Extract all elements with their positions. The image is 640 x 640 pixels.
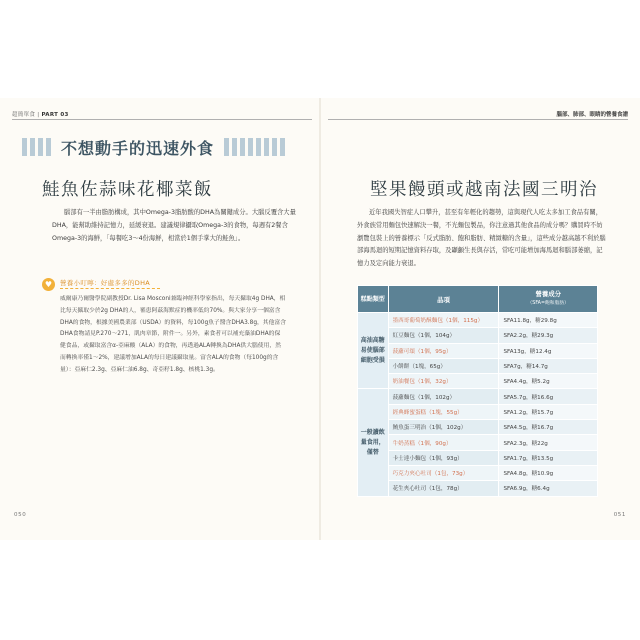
table-row: [358, 481, 598, 496]
table-row: [358, 465, 598, 480]
banner-bars-left: [22, 138, 51, 156]
header-nutrition-sub: （SFA=飽和脂肪）: [527, 301, 569, 306]
left-recipe-title: 鮭魚佐蒜味花椰菜飯: [42, 180, 213, 200]
value-cell: SFA4.4g，糖5.2g: [499, 374, 598, 389]
header-right: 腦部、肺部、眼睛的營養食譜: [556, 112, 628, 118]
table-row: [358, 374, 598, 389]
tip-divider: [60, 288, 160, 289]
header-nutrition: [499, 286, 598, 313]
header-part: PART 03: [41, 112, 69, 118]
header-category: 糕點類型: [358, 286, 389, 313]
item-cell: 墨西哥葡萄奶酥麵包（1個，115g）: [388, 313, 499, 328]
item-cell: 花生夾心吐司（1包，78g）: [388, 481, 499, 496]
table-row: [358, 420, 598, 435]
value-cell: SFA5.7g，糖16.6g: [499, 389, 598, 404]
section-banner: [22, 134, 285, 160]
table-row: [358, 404, 598, 419]
banner-bars-right: [224, 138, 285, 156]
value-cell: SFA4.8g，糖10.9g: [499, 465, 598, 480]
table-row: [358, 358, 598, 373]
header-item: 品項: [388, 286, 499, 313]
value-cell: SFA13g，糖12.4g: [499, 343, 598, 358]
header-rule-left: [12, 119, 312, 120]
banner-title: 不想動手的迅速外食: [61, 138, 215, 158]
item-cell: 巧克力夾心吐司（1包，73g）: [388, 465, 499, 480]
table-row: [358, 389, 598, 404]
tip-title: 營養小叮嚀：好處多多的DHA: [60, 279, 151, 287]
item-cell: 鮪魚蛋三明治（1個，102g）: [388, 420, 499, 435]
category-cell: 一般讀飲量食用，僅替: [358, 389, 389, 496]
value-cell: SFA1.2g，糖15.7g: [499, 404, 598, 419]
item-cell: 奶油餐包（1個，32g）: [388, 374, 499, 389]
table-row: [358, 343, 598, 358]
table-row: [358, 435, 598, 450]
category-cell: 高油高糖易使腦部細胞受損: [358, 313, 389, 389]
item-cell: 牛奶蒸糕（1個，90g）: [388, 435, 499, 450]
item-cell: 菠蘿可頌（1個，95g）: [388, 343, 499, 358]
right-paragraph: 近年我國失智症人口攀升，甚至有年輕化的趨勢，這與現代人吃太多加工食品有關，外食族常用麵包快速解決一餐，不光麵包製品，你注意過其他食品的成分嗎？購買時不妨瀏覽包裝上的營養標示「反式脂肪、飽和脂肪、精緻糖的含量」，這些成分越高越不利於腦部海馬迴的短期記憶資料存取，及顳顱生長與存活，常吃可能增加海馬迴和腦部萎縮，記憶力及定向能力衰退。: [357, 209, 606, 268]
table-row: [358, 328, 598, 343]
header-nutrition-label: 營養成分: [535, 290, 562, 298]
value-cell: SFA2.3g，糖22g: [499, 435, 598, 450]
page-number-left: 050: [14, 512, 27, 518]
item-cell: 小餅餅（1塊，65g）: [388, 358, 499, 373]
right-recipe-title: 堅果饅頭或越南法國三明治: [370, 180, 598, 200]
table-row: [358, 313, 598, 328]
value-cell: SFA2.2g，糖29.3g: [499, 328, 598, 343]
item-cell: 經典蜂蜜蛋糕（1塊，55g）: [388, 404, 499, 419]
item-cell: 卡士達小麵包（1個，93g）: [388, 450, 499, 465]
table-row: [358, 450, 598, 465]
left-paragraph: 腦部有一半由脂肪構成，其中Omega-3脂肪酸的DHA為關鍵成分。大腦反覆含大量DHA，能幫助維持記憶力，延緩衰退。建議規律攝取Omega-3的食物，每週有2餐含Omega-3的海鮮，「每餐吃3～4份海鮮，相當於1個手掌大的鮭魚」。: [52, 209, 296, 242]
page-number-right: 051: [613, 512, 626, 518]
value-cell: SFA4.5g，糖16.7g: [499, 420, 598, 435]
item-cell: 紅豆麵包（1個，104g）: [388, 328, 499, 343]
tip-body: 威爾康乃爾醫學院副教授Dr. Lisa Mosconi兼臨神經科學家指出，每天攝取4g DHA，相比每天攝取少於2g DHA的人，罹患阿茲海默症的機率低約70%。與大家分享一個富含DHA的食物，根據美國農業部（USDA）的資料，每100g魚子醬含DHA3.8g，其他富含DHA食物請見P.270～271，肌肉章節，附件一。另外，素食者可以補充藻油DHA的保健食品，或攝取富含α-亞麻酸（ALA）的食物，再透過ALA轉換為DHA供大腦使用，然而轉換率僅1～2%，建議增加ALA的每日建議攝取量。富含ALA的食物（每100g的含量）：亞麻仁2.3g、亞麻仁油6.8g、奇亞籽1.8g、核桃1.3g。: [60, 296, 286, 373]
item-cell: 菠蘿麵包（1個，102g）: [388, 389, 499, 404]
value-cell: SFA11.8g，糖29.8g: [499, 313, 598, 328]
header-rule-right: [328, 119, 628, 120]
value-cell: SFA7g，糖14.7g: [499, 358, 598, 373]
header-left: 超簡單食 | PART 03: [12, 112, 69, 118]
value-cell: SFA1.7g，糖13.5g: [499, 450, 598, 465]
book-spine: [319, 98, 321, 540]
nutrition-table: [357, 285, 598, 497]
value-cell: SFA6.9g，糖6.4g: [499, 481, 598, 496]
heart-icon: ♥: [42, 278, 55, 291]
header-book-title: 超簡單食: [12, 112, 36, 118]
